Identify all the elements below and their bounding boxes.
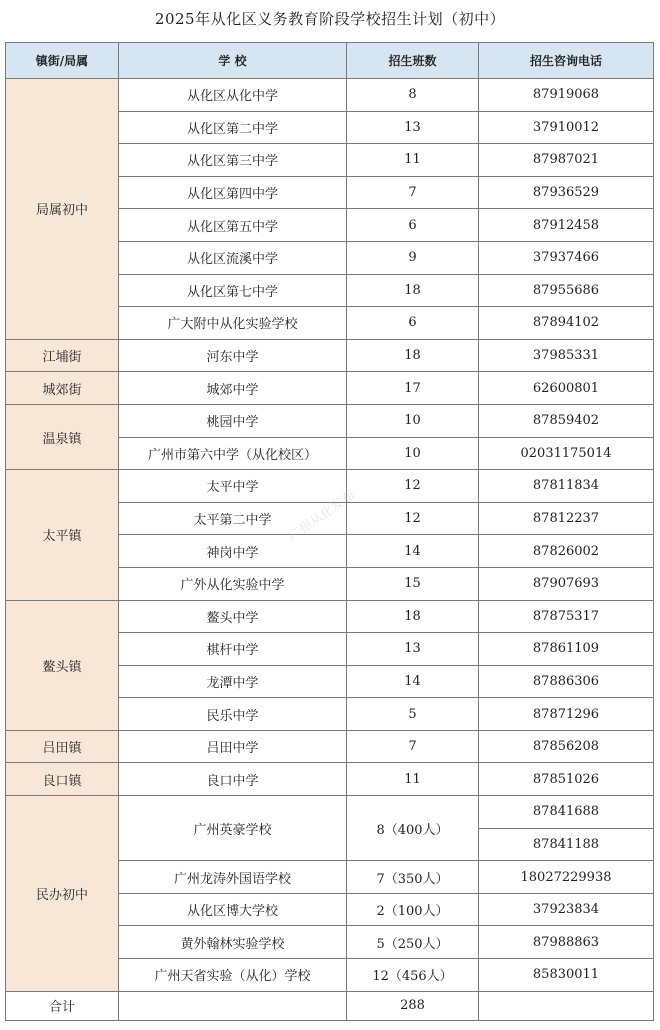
school-cell: 城郊中学 xyxy=(119,372,347,405)
phone-cell: 85830011 xyxy=(479,959,654,992)
school-cell: 桃园中学 xyxy=(119,404,347,437)
table-row xyxy=(6,339,654,372)
phone-cell: 87851026 xyxy=(479,763,654,796)
phone-cell: 37910012 xyxy=(479,111,654,144)
classes-cell: 2（100人） xyxy=(347,893,479,926)
phone-cell: 87812237 xyxy=(479,502,654,535)
phone-cell: 87955686 xyxy=(479,274,654,307)
school-cell: 神岗中学 xyxy=(119,535,347,568)
classes-cell: 11 xyxy=(347,144,479,177)
classes-cell: 15 xyxy=(347,567,479,600)
classes-cell: 17 xyxy=(347,372,479,405)
table-row xyxy=(6,763,654,796)
town-cell: 局属初中 xyxy=(6,79,119,340)
phone-cell: 62600801 xyxy=(479,372,654,405)
table-body xyxy=(6,79,654,992)
classes-cell: 18 xyxy=(347,274,479,307)
header-school: 学 校 xyxy=(119,43,347,79)
classes-cell: 5 xyxy=(347,698,479,731)
classes-cell: 7 xyxy=(347,176,479,209)
school-cell: 广外从化实验中学 xyxy=(119,567,347,600)
town-cell: 温泉镇 xyxy=(6,404,119,469)
table-row xyxy=(6,600,654,633)
school-cell: 广州英豪学校 xyxy=(119,796,347,861)
table-row xyxy=(6,730,654,763)
classes-cell: 12 xyxy=(347,502,479,535)
table-row xyxy=(6,79,654,112)
phone-cell: 37985331 xyxy=(479,339,654,372)
classes-cell: 12（456人） xyxy=(347,959,479,992)
school-cell: 太平第二中学 xyxy=(119,502,347,535)
school-cell: 从化区第七中学 xyxy=(119,274,347,307)
classes-cell: 14 xyxy=(347,535,479,568)
total-classes: 288 xyxy=(347,991,479,1020)
town-cell: 民办初中 xyxy=(6,796,119,992)
classes-cell: 13 xyxy=(347,633,479,666)
phone-cell: 87841188 xyxy=(479,828,654,861)
classes-cell: 8 xyxy=(347,79,479,112)
school-cell: 从化区第五中学 xyxy=(119,209,347,242)
total-empty-phone xyxy=(479,991,654,1020)
school-cell: 广州市第六中学（从化校区） xyxy=(119,437,347,470)
classes-cell: 7（350人） xyxy=(347,861,479,894)
school-cell: 广州天省实验（从化）学校 xyxy=(119,959,347,992)
table-row xyxy=(6,796,654,829)
school-cell: 鳌头中学 xyxy=(119,600,347,633)
classes-cell: 6 xyxy=(347,209,479,242)
school-cell: 吕田中学 xyxy=(119,730,347,763)
town-cell: 吕田镇 xyxy=(6,730,119,763)
classes-cell: 8（400人） xyxy=(347,796,479,861)
phone-cell: 87894102 xyxy=(479,307,654,340)
phone-cell: 87841688 xyxy=(479,796,654,829)
phone-cell: 87912458 xyxy=(479,209,654,242)
school-cell: 从化区第二中学 xyxy=(119,111,347,144)
town-cell: 鳌头镇 xyxy=(6,600,119,730)
phone-cell: 87987021 xyxy=(479,144,654,177)
school-cell: 从化区第三中学 xyxy=(119,144,347,177)
phone-cell: 87861109 xyxy=(479,633,654,666)
total-label: 合计 xyxy=(6,991,119,1020)
classes-cell: 18 xyxy=(347,600,479,633)
school-cell: 棋杆中学 xyxy=(119,633,347,666)
school-cell: 从化区博大学校 xyxy=(119,893,347,926)
total-row xyxy=(6,991,654,1020)
classes-cell: 6 xyxy=(347,307,479,340)
enrollment-table xyxy=(5,42,654,1021)
classes-cell: 11 xyxy=(347,763,479,796)
classes-cell: 5（250人） xyxy=(347,926,479,959)
town-cell: 良口镇 xyxy=(6,763,119,796)
phone-cell: 87936529 xyxy=(479,176,654,209)
header-row xyxy=(6,43,654,79)
classes-cell: 14 xyxy=(347,665,479,698)
town-cell: 太平镇 xyxy=(6,470,119,600)
page-title: 2025年从化区义务教育阶段学校招生计划（初中） xyxy=(154,10,506,28)
table-row xyxy=(6,372,654,405)
school-cell: 良口中学 xyxy=(119,763,347,796)
phone-cell: 87988863 xyxy=(479,926,654,959)
school-cell: 广大附中从化实验学校 xyxy=(119,307,347,340)
school-cell: 龙潭中学 xyxy=(119,665,347,698)
classes-cell: 10 xyxy=(347,404,479,437)
school-cell: 民乐中学 xyxy=(119,698,347,731)
phone-cell: 87811834 xyxy=(479,470,654,503)
classes-cell: 10 xyxy=(347,437,479,470)
school-cell: 河东中学 xyxy=(119,339,347,372)
classes-cell: 7 xyxy=(347,730,479,763)
school-cell: 广州龙涛外国语学校 xyxy=(119,861,347,894)
classes-cell: 18 xyxy=(347,339,479,372)
header-phone: 招生咨询电话 xyxy=(479,43,654,79)
phone-cell: 37923834 xyxy=(479,893,654,926)
classes-cell: 12 xyxy=(347,470,479,503)
phone-cell: 18027229938 xyxy=(479,861,654,894)
phone-cell: 87856208 xyxy=(479,730,654,763)
phone-cell: 87859402 xyxy=(479,404,654,437)
phone-cell: 87826002 xyxy=(479,535,654,568)
school-cell: 从化区从化中学 xyxy=(119,79,347,112)
town-cell: 城郊街 xyxy=(6,372,119,405)
header-classes: 招生班数 xyxy=(347,43,479,79)
classes-cell: 13 xyxy=(347,111,479,144)
phone-cell: 37937466 xyxy=(479,241,654,274)
table-row xyxy=(6,470,654,503)
school-cell: 从化区流溪中学 xyxy=(119,241,347,274)
phone-cell: 87919068 xyxy=(479,79,654,112)
school-cell: 太平中学 xyxy=(119,470,347,503)
phone-cell: 02031175014 xyxy=(479,437,654,470)
school-cell: 从化区第四中学 xyxy=(119,176,347,209)
town-cell: 江埔街 xyxy=(6,339,119,372)
phone-cell: 87871296 xyxy=(479,698,654,731)
watermark: 广州从化发布 xyxy=(285,487,359,545)
classes-cell: 9 xyxy=(347,241,479,274)
phone-cell: 87875317 xyxy=(479,600,654,633)
total-empty xyxy=(119,991,347,1020)
phone-cell: 87886306 xyxy=(479,665,654,698)
school-cell: 黄外翰林实验学校 xyxy=(119,926,347,959)
phone-cell: 87907693 xyxy=(479,567,654,600)
table-row xyxy=(6,404,654,437)
header-town: 镇街/局属 xyxy=(6,43,119,79)
